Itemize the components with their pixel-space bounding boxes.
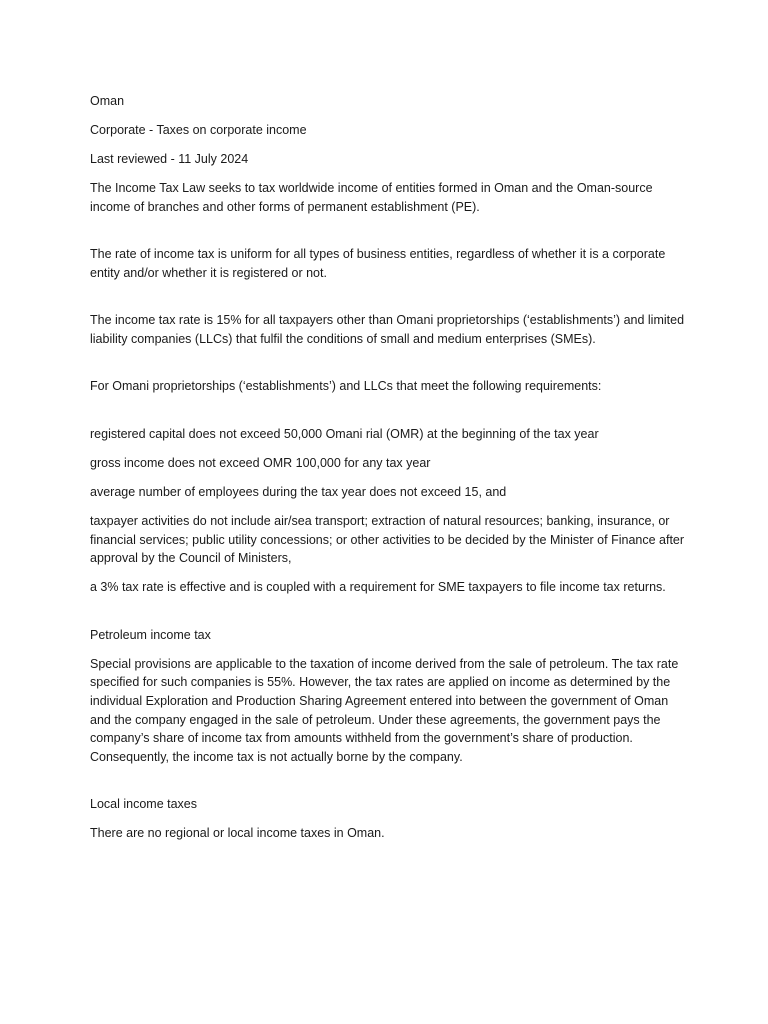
petroleum-paragraph: Special provisions are applicable to the taxation of income derived from the sale of petroleum. The tax rate specified for such companies is 55%. However, the tax rates are applied on income as determined by the individual Exploration and Production Sharing Agreement entered into between the government of Oman and the company engaged in the sale of petroleum. Under these agreements, the government pays the company’s share of income tax from amounts withheld from the government’s share of production. Consequently, the income tax is not actually borne by the company. (90, 656, 679, 764)
spacer (90, 227, 690, 246)
intro-paragraph: The Income Tax Law seeks to tax worldwide income of entities formed in Oman and the Oman-source income of branches and other forms of permanent establishment (PE). (90, 180, 653, 214)
requirement-item: average number of employees during the tax year does not exceed 15, and (90, 485, 507, 500)
local-taxes-heading: Local income taxes (90, 797, 198, 812)
country-heading: Oman (90, 94, 125, 108)
spacer (90, 359, 690, 378)
requirement-item: gross income does not exceed OMR 100,000 for any tax year (90, 456, 431, 471)
document-body (90, 92, 690, 853)
section-title: Corporate - Taxes on corporate income (90, 122, 307, 137)
last-reviewed: Last reviewed - 11 July 2024 (90, 151, 249, 166)
sme-intro-paragraph: For Omani proprietorships (‘establishments’) and LLCs that meet the following requirements: (90, 379, 602, 394)
rate-15-paragraph: The income tax rate is 15% for all taxpayers other than Omani proprietorships (‘establishments’) and limited liability companies (LLCs) that fulfil the conditions of small and medium enterprises (SMEs). (90, 313, 685, 346)
uniform-rate-paragraph: The rate of income tax is uniform for all types of business entities, regardless of whether it is a corporate entity and/or whether it is registered or not. (90, 247, 666, 280)
petroleum-heading: Petroleum income tax (90, 627, 211, 642)
spacer (90, 607, 690, 626)
spacer (90, 293, 690, 312)
requirement-item: registered capital does not exceed 50,000 Omani rial (OMR) at the beginning of the tax year (90, 427, 599, 442)
requirement-item: taxpayer activities do not include air/sea transport; extraction of natural resources; banking, insurance, or financial services; public utility concessions; or other activities to be decided by the Minister of Finance after approval by the Council of Ministers, (90, 514, 685, 566)
local-taxes-paragraph: There are no regional or local income taxes in Oman. (90, 826, 385, 841)
spacer (90, 777, 690, 796)
sme-rate-paragraph: a 3% tax rate is effective and is coupled with a requirement for SME taxpayers to file income tax returns. (90, 580, 666, 595)
spacer (90, 406, 690, 425)
